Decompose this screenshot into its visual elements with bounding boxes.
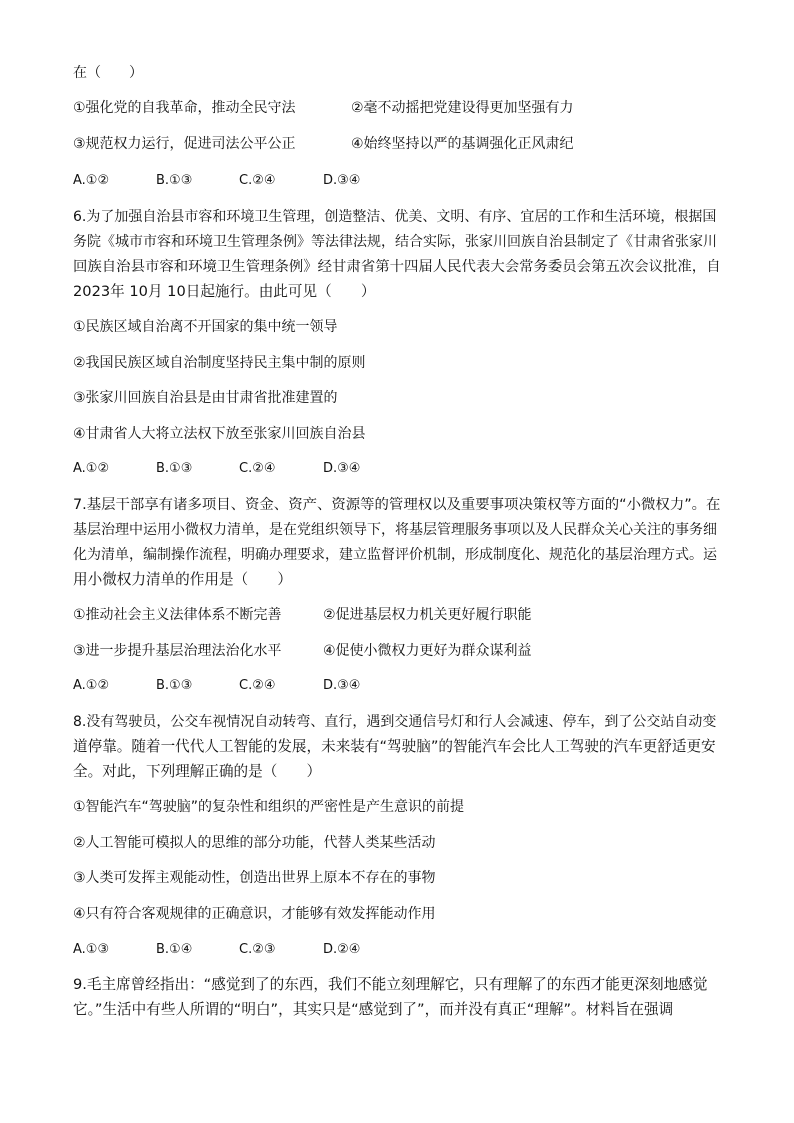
q8-option-1: ①智能汽车“驾驶脑”的复杂性和组织的严密性是产生意识的前提 xyxy=(73,799,465,815)
q5-stem-tail: 在（ ） xyxy=(73,65,143,81)
q5-answer-d: D.③④ xyxy=(323,173,361,188)
q5-answer-a: A.①② xyxy=(73,173,110,188)
q7-stem-line-3: 化为清单，编制操作流程，明确办理要求，建立监督评价机制，形成制度化、规范化的基层治理方式。运 xyxy=(73,547,717,563)
q6-answer-b: B.①③ xyxy=(156,461,193,476)
q6-stem-line-3: 回族自治县市容和环境卫生管理条例》经甘肃省第十四届人民代表大会常务委员会第五次会议批准，自 xyxy=(73,259,721,275)
q8-answer-c: C.②③ xyxy=(239,942,276,957)
q7-option-4: ④促使小微权力更好为群众谋利益 xyxy=(323,643,532,659)
q7-answer-c: C.②④ xyxy=(239,678,276,693)
q8-answer-b: B.①④ xyxy=(156,942,193,957)
q9-stem-line-1: 9.毛主席曾经指出：“感觉到了的东西，我们不能立刻理解它，只有理解了的东西才能更深刻地感觉 xyxy=(73,976,708,993)
q6-option-4: ④甘肃省人大将立法权下放至张家川回族自治县 xyxy=(73,426,366,442)
q7-stem-line-4: 用小微权力清单的作用是（ ） xyxy=(73,571,292,588)
q6-option-1: ①民族区域自治离不开国家的集中统一领导 xyxy=(73,319,338,335)
q8-option-3: ③人类可发挥主观能动性，创造出世界上原本不存在的事物 xyxy=(73,870,436,886)
q6-option-3: ③张家川回族自治县是由甘肃省批准建置的 xyxy=(73,390,338,406)
q7-answer-d: D.③④ xyxy=(323,678,361,693)
q6-answer-a: A.①② xyxy=(73,461,110,476)
q7-option-2: ②促进基层权力机关更好履行职能 xyxy=(323,607,532,623)
q6-stem-line-2: 务院《城市市容和环境卫生管理条例》等法律法规，结合实际，张家川回族自治县制定了《甘肃省张家川 xyxy=(73,234,717,250)
q9-stem-line-2: 它。”生活中有些人所谓的“明白”，其实只是“感觉到了”，而并没有真正“理解”。材料旨在强调 xyxy=(73,1001,674,1018)
q5-option-4: ④始终坚持以严的基调强化正风肃纪 xyxy=(351,136,574,152)
q6-option-2: ②我国民族区域自治制度坚持民主集中制的原则 xyxy=(73,355,366,371)
q8-stem-line-2: 道停靠。随着一代代人工智能的发展，未来装有“驾驶脑”的智能汽车会比人工驾驶的汽车更舒适更安 xyxy=(73,738,716,755)
q6-answer-c: C.②④ xyxy=(239,461,276,476)
q5-answer-b: B.①③ xyxy=(156,173,193,188)
q8-answer-d: D.②④ xyxy=(323,942,361,957)
q6-stem-line-4: 2023年 10月 10日起施行。由此可见（ ） xyxy=(73,283,376,300)
q8-answer-a: A.①③ xyxy=(73,942,110,957)
q7-stem-line-1: 7.基层干部享有诸多项目、资金、资产、资源等的管理权以及重要事项决策权等方面的“小微权力”。在 xyxy=(73,497,721,513)
q5-option-2: ②毫不动摇把党建设得更加坚强有力 xyxy=(351,100,574,116)
q6-answer-d: D.③④ xyxy=(323,461,361,476)
q7-answer-b: B.①③ xyxy=(156,678,193,693)
q8-option-2: ②人工智能可模拟人的思维的部分功能，代替人类某些活动 xyxy=(73,835,436,851)
q8-stem-line-3: 全。对此，下列理解正确的是（ ） xyxy=(73,763,322,780)
q7-option-3: ③进一步提升基层治理法治化水平 xyxy=(73,643,282,659)
q5-option-1: ①强化党的自我革命，推动全民守法 xyxy=(73,100,296,116)
q8-stem-line-1: 8.没有驾驶员，公交车视情况自动转弯、直行，遇到交通信号灯和行人会减速、停车，到了公交站自动变 xyxy=(73,714,717,730)
q7-option-1: ①推动社会主义法律体系不断完善 xyxy=(73,607,282,623)
q7-answer-a: A.①② xyxy=(73,678,110,693)
q7-stem-line-2: 基层治理中运用小微权力清单，是在党组织领导下，将基层管理服务事项以及人民群众关心关注的事务细 xyxy=(73,522,717,538)
q6-stem-line-1: 6.为了加强自治县市容和环境卫生管理，创造整洁、优美、文明、有序、宜居的工作和生活环境，根据国 xyxy=(73,209,717,225)
q5-option-3: ③规范权力运行，促进司法公平公正 xyxy=(73,136,296,152)
q8-option-4: ④只有符合客观规律的正确意识，才能够有效发挥能动作用 xyxy=(73,906,436,922)
q5-answer-c: C.②④ xyxy=(239,173,276,188)
